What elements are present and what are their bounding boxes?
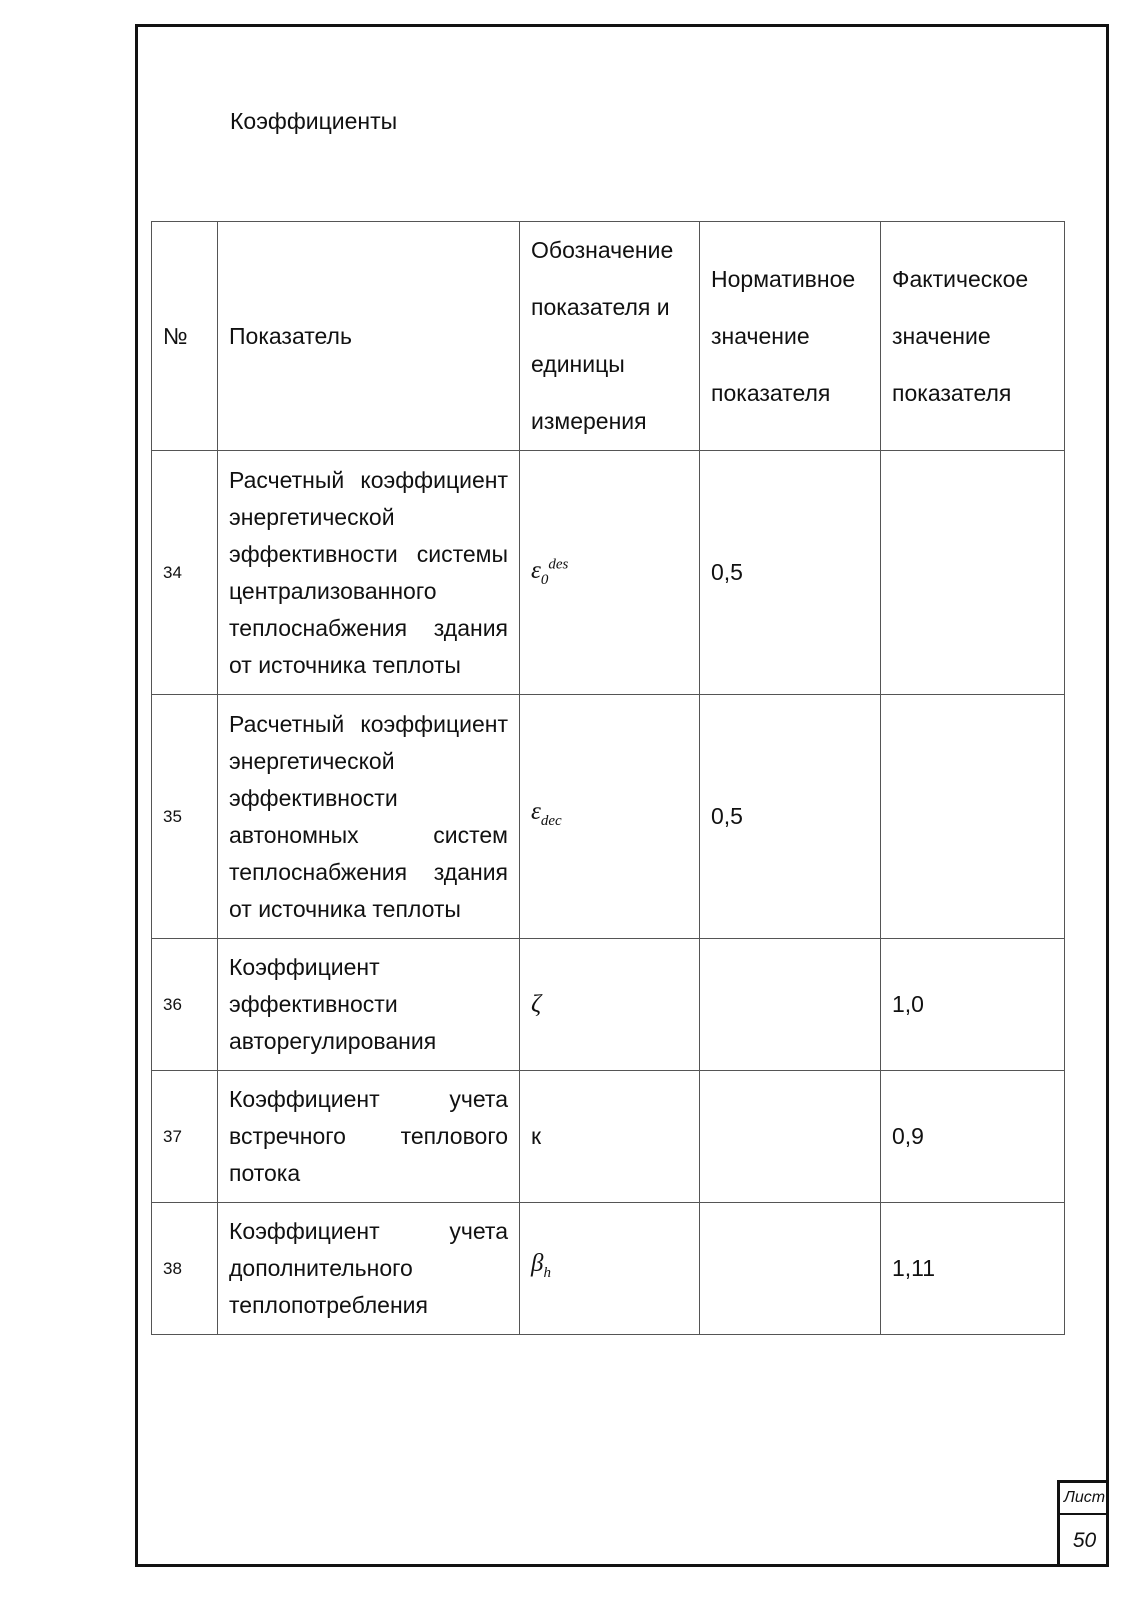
sheet-number: 50 (1072, 1529, 1097, 1552)
header-normative: Нормативное значение показателя (700, 222, 881, 451)
row-actual (881, 695, 1065, 939)
table-row (152, 1071, 1065, 1203)
row-number: 35 (152, 695, 218, 939)
header-symbol: Обозначение показателя и единицы измерения (520, 222, 700, 451)
table-row (152, 695, 1065, 939)
row-number: 37 (152, 1071, 218, 1203)
section-title: Коэффициенты (230, 108, 398, 134)
row-actual: 0,9 (881, 1071, 1065, 1203)
row-normative (700, 1203, 881, 1335)
sheet-number-box (1057, 1480, 1109, 1567)
row-indicator: Коэффициент учета дополнительного теплопотребления (218, 1203, 520, 1335)
table-row (152, 939, 1065, 1071)
row-symbol: $\varepsilon_0^{des}$ (520, 451, 700, 695)
table-row (152, 1203, 1065, 1335)
row-normative (700, 1071, 881, 1203)
row-normative: 0,5 (700, 695, 881, 939)
row-actual: 1,11 (881, 1203, 1065, 1335)
row-number: 34 (152, 451, 218, 695)
header-num: № (152, 222, 218, 451)
header-actual: Фактическое значение показателя (881, 222, 1065, 451)
row-normative (700, 939, 881, 1071)
header-indicator: Показатель (218, 222, 520, 451)
row-indicator: Расчетный коэффициент энергетической эффективности системы централизованного теплоснабжения здания от источника теплоты (218, 451, 520, 695)
row-symbol: $\beta_h$ (520, 1203, 700, 1335)
row-number: 38 (152, 1203, 218, 1335)
row-symbol: $\varepsilon_{dec}$ (520, 695, 700, 939)
row-normative: 0,5 (700, 451, 881, 695)
row-symbol: к (520, 1071, 700, 1203)
row-indicator: Расчетный коэффициент энергетической эффективности автономных систем теплоснабжения здания от источника теплоты (218, 695, 520, 939)
row-indicator: Коэффициент эффективности авторегулирования (218, 939, 520, 1071)
row-number: 36 (152, 939, 218, 1071)
row-actual: 1,0 (881, 939, 1065, 1071)
sheet-label: Лист (1060, 1483, 1109, 1515)
table-header-row (152, 222, 1065, 451)
table-row (152, 451, 1065, 695)
row-indicator: Коэффициент учета встречного теплового потока (218, 1071, 520, 1203)
row-symbol: ζ (520, 939, 700, 1071)
coefficients-table (151, 221, 1065, 1335)
row-actual (881, 451, 1065, 695)
